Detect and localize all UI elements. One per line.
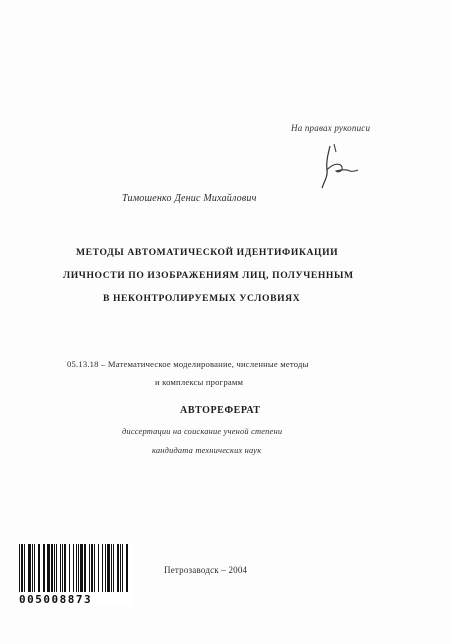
barcode-bar	[24, 544, 25, 592]
degree-line-2: кандидата технических наук	[152, 446, 262, 455]
barcode-bar	[38, 544, 40, 592]
barcode-bar	[89, 544, 90, 592]
barcode-bar	[62, 544, 63, 592]
title-line-1: МЕТОДЫ АВТОМАТИЧЕСКОЙ ИДЕНТИФИКАЦИИ	[76, 247, 339, 258]
place-and-year: Петрозаводск – 2004	[164, 565, 248, 575]
barcode-bar	[56, 544, 57, 592]
barcode-bar	[32, 544, 33, 592]
barcode-bar	[120, 544, 121, 592]
barcode-bar	[47, 544, 50, 592]
barcode-bar	[113, 544, 114, 592]
barcode-bar	[54, 544, 55, 592]
degree-line-1: диссертации на соискание ученой степени	[122, 427, 283, 436]
specialty-line-1: 05.13.18 – Математическое моделирование, численные методы	[67, 359, 309, 369]
barcode-bar	[28, 544, 31, 592]
author-name: Тимошенко Денис Михайлович	[122, 193, 257, 204]
barcode-bar	[84, 544, 86, 592]
barcode-bar	[51, 544, 53, 592]
specialty-line-2: и комплексы программ	[155, 377, 244, 387]
barcode-bar	[117, 544, 119, 592]
handwritten-signature	[316, 140, 364, 192]
barcode-bar	[21, 544, 23, 592]
barcode-bar	[64, 544, 66, 592]
barcode-number: 005008873	[19, 593, 93, 606]
barcode-bar	[91, 544, 93, 592]
barcode-bar	[60, 544, 61, 592]
barcode-bar	[126, 544, 128, 592]
barcode-bar	[102, 544, 103, 592]
barcode-bars	[17, 544, 131, 592]
title-line-3: В НЕКОНТРОЛИРУЕМЫХ УСЛОВИЯХ	[103, 293, 301, 304]
barcode-bar	[78, 544, 79, 592]
title-line-2: ЛИЧНОСТИ ПО ИЗОБРАЖЕНИЯМ ЛИЦ, ПОЛУЧЕННЫМ	[63, 270, 354, 281]
barcode-bar	[34, 544, 35, 592]
barcode-bar	[105, 544, 106, 592]
barcode-bar	[19, 544, 20, 592]
barcode-bar	[43, 544, 45, 592]
barcode-bar	[107, 544, 110, 592]
barcode-bar	[98, 544, 99, 592]
barcode-bar	[94, 544, 95, 592]
document-type-heading: АВТОРЕФЕРАТ	[180, 405, 261, 416]
barcode-bar	[80, 544, 83, 592]
manuscript-note: На правах рукописи	[291, 123, 371, 133]
barcode-bar	[122, 544, 123, 592]
barcode-bar	[73, 544, 74, 592]
barcode-label	[15, 544, 133, 606]
barcode-bar	[69, 544, 70, 592]
barcode-bar	[111, 544, 112, 592]
barcode-bar	[76, 544, 77, 592]
